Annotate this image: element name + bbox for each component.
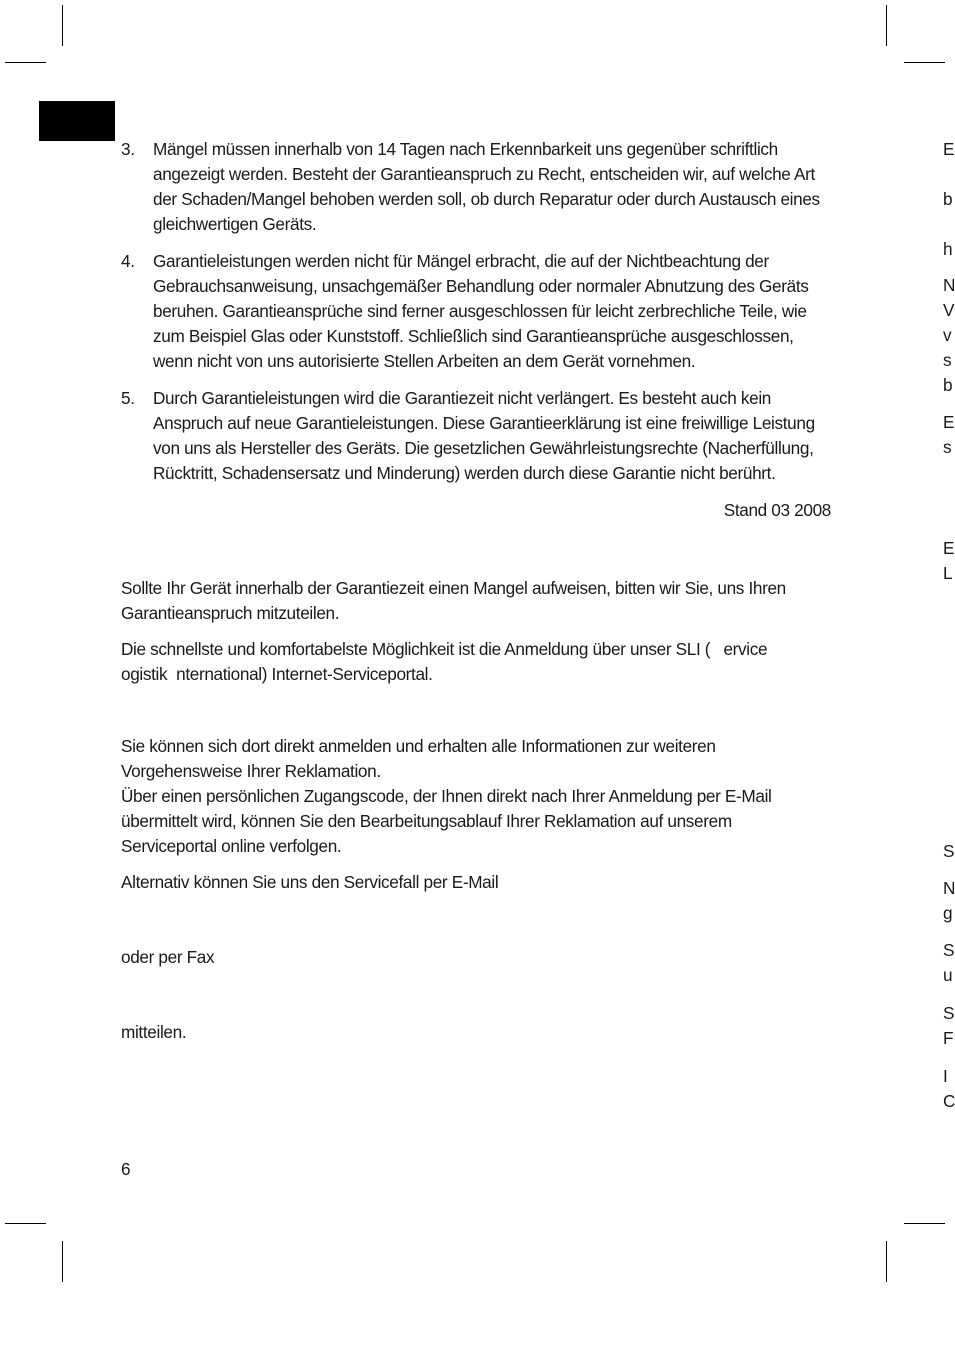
edge-letter: g [943, 903, 953, 923]
version-date: Stand 03 2008 [723, 500, 831, 520]
edge-letter: S [943, 940, 955, 960]
warranty-item [121, 137, 831, 237]
item-number: 4. [121, 251, 135, 271]
edge-letter: E [943, 412, 955, 432]
paragraph-access-code: Über einen persönlichen Zugangscode, der Ihnen direkt nach Ihrer Anmeldung per E-Mail übermittelt wird, können Sie den Bearbeitungsablauf Ihrer Reklamation auf unserem Serviceportal online verfolgen. [121, 786, 772, 856]
warranty-item [121, 386, 831, 486]
warranty-item [121, 249, 831, 374]
edge-letter: b [943, 375, 953, 395]
edge-letter: b [943, 189, 953, 209]
edge-letter: S [943, 1003, 955, 1023]
paragraph-defect: Sollte Ihr Gerät innerhalb der Garantiezeit einen Mangel aufweisen, bitten wir Sie, uns Ihren Garantieanspruch mitzuteilen. [121, 578, 786, 623]
edge-letter: s [943, 350, 952, 370]
crop-mark [886, 1241, 887, 1282]
edge-letter: I [943, 1066, 948, 1086]
edge-letter: C [943, 1091, 955, 1111]
crop-mark [5, 1223, 46, 1224]
paragraph-register: Sie können sich dort direkt anmelden und erhalten alle Informationen zur weiteren Vorgehensweise Ihrer Reklamation. [121, 736, 716, 781]
crop-mark [62, 5, 63, 46]
language-tab-marker [39, 101, 115, 141]
item-number: 5. [121, 388, 135, 408]
paragraph-notify: mitteilen. [121, 1022, 187, 1042]
edge-letter: v [943, 325, 952, 345]
paragraph-fax: oder per Fax [121, 947, 215, 967]
edge-letter: E [943, 538, 955, 558]
edge-letter: F [943, 1028, 954, 1048]
edge-letter: L [943, 563, 953, 583]
page-number: 6 [121, 1159, 131, 1179]
paragraph-sli: Die schnellste und komfortabelste Möglichkeit ist die Anmeldung über unser SLI ( ervice ogistik nternational) Internet-Serviceportal. [121, 639, 785, 684]
page-content [121, 137, 831, 1045]
crop-mark [904, 62, 945, 63]
edge-letter: V [943, 300, 955, 320]
item-text: Mängel müssen innerhalb von 14 Tagen nach Erkennbarkeit uns gegenüber schriftlich angezeigt werden. Besteht der Garantieanspruch zu Recht, entscheiden wir, auf welche Art der Schaden/Mangel behoben werden soll, ob durch Reparatur oder durch Austausch eines gleichwertigen Geräts. [153, 139, 820, 234]
item-text: Garantieleistungen werden nicht für Mängel erbracht, die auf der Nichtbeachtung der Gebrauchsanweisung, unsachgemäßer Behandlung oder normaler Abnutzung des Geräts beruhen. Garantieansprüche sind ferner ausgeschlossen für leicht zerbrechliche Teile, wie zum Beispiel Glas oder Kunststoff. Schließlich sind Garantieansprüche ausgeschlossen, wenn nicht von uns autorisierte Stellen Arbeiten an dem Gerät vornehmen. [153, 251, 809, 371]
crop-mark [904, 1223, 945, 1224]
crop-mark [5, 62, 46, 63]
edge-letter: S [943, 841, 955, 861]
crop-mark [886, 5, 887, 46]
edge-letter: N [943, 275, 955, 295]
edge-letter: N [943, 878, 955, 898]
item-number: 3. [121, 139, 135, 159]
paragraph-email: Alternativ können Sie uns den Servicefall per E-Mail [121, 872, 499, 892]
edge-letter: u [943, 965, 953, 985]
crop-mark [62, 1241, 63, 1282]
edge-letter: E [943, 139, 955, 159]
edge-letter: h [943, 239, 953, 259]
edge-letter: s [943, 437, 952, 457]
item-text: Durch Garantieleistungen wird die Garantiezeit nicht verlängert. Es besteht auch kein Anspruch auf neue Garantieleistungen. Diese Garantieerklärung ist eine freiwillige Leistung von uns als Hersteller des Geräts. Die gesetzlichen Gewährleistungsrechte (Nacherfüllung, Rücktritt, Schadensersatz und Minderung) werden durch diese Garantie nicht berührt. [153, 388, 815, 483]
